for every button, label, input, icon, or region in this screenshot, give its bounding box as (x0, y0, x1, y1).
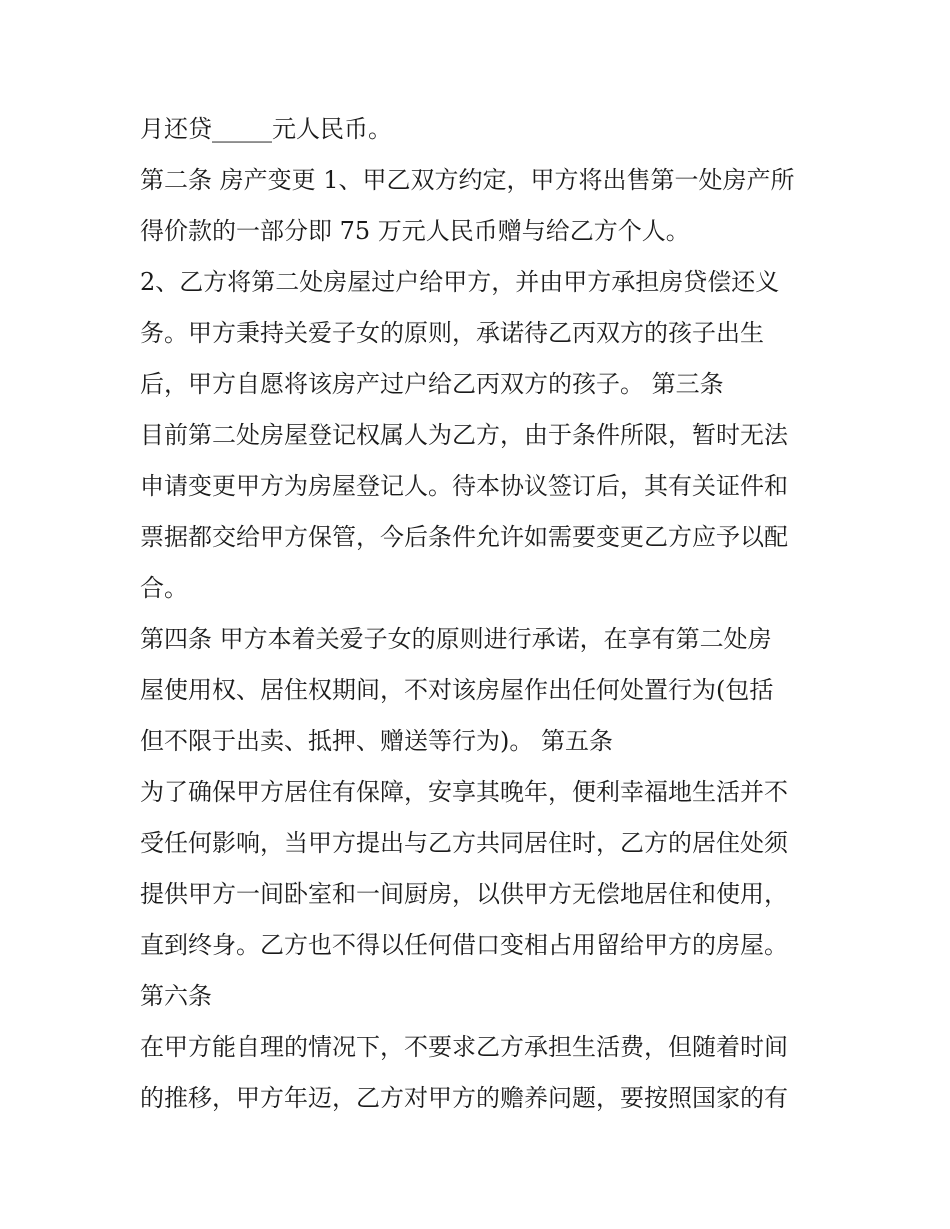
text-line: 在甲方能自理的情况下，不要求乙方承担生活费，但随着时间 (140, 1033, 788, 1061)
text-line: 屋使用权、居住权期间，不对该房屋作出任何处置行为(包括 (140, 676, 774, 704)
text-line: 得价款的一部分即 75 万元人民币赠与给乙方个人。 (140, 217, 690, 245)
text-line: 直到终身。乙方也不得以任何借口变相占用留给甲方的房屋。 (140, 931, 788, 959)
text-line: 目前第二处房屋登记权属人为乙方，由于条件所限，暂时无法 (140, 421, 788, 449)
text-line: 票据都交给甲方保管，今后条件允许如需要变更乙方应予以配 (140, 523, 788, 551)
text-line: 务。甲方秉持关爱子女的原则，承诺待乙丙双方的孩子出生 (140, 319, 764, 347)
text-line: 受任何影响，当甲方提出与乙方共同居住时，乙方的居住处须 (140, 829, 788, 857)
text-line: 提供甲方一间卧室和一间厨房，以供甲方无偿地居住和使用， (140, 880, 788, 908)
agreement-text (140, 104, 820, 1124)
text-line: 的推移，甲方年迈，乙方对甲方的赡养问题，要按照国家的有 (140, 1084, 788, 1112)
text-line: 为了确保甲方居住有保障，安享其晚年，便利幸福地生活并不 (140, 778, 788, 806)
text-line: 合。 (140, 574, 188, 602)
text-line: 后，甲方自愿将该房产过户给乙丙双方的孩子。 第三条 (140, 370, 724, 398)
text-line: 月还贷_____元人民币。 (140, 115, 392, 143)
text-line: 2、乙方将第二处房屋过户给甲方，并由甲方承担房贷偿还义 (140, 268, 780, 296)
text-line: 第四条 甲方本着关爱子女的原则进行承诺，在享有第二处房 (140, 625, 772, 653)
text-line: 申请变更甲方为房屋登记人。待本协议签订后，其有关证件和 (140, 472, 788, 500)
text-line: 第二条 房产变更 1、甲乙双方约定，甲方将出售第一处房产所 (140, 166, 795, 194)
text-line: 但不限于出卖、抵押、赠送等行为)。 第五条 (140, 727, 613, 755)
text-line: 第六条 (140, 982, 212, 1010)
